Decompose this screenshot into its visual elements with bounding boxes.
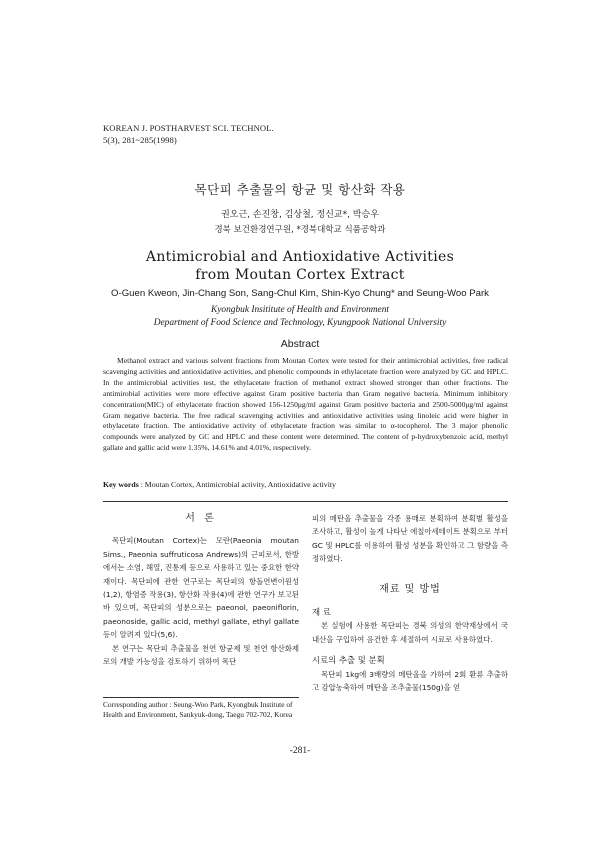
affiliation-2: Department of Food Science and Technology, Kyungpook National University: [153, 318, 447, 328]
corresponding-author-footnote: Corresponding author : Seung-Woo Park, Kyongbuk Institute of Health and Environment, Sankyuk-dong, Taegu 702-702, Korea: [103, 700, 293, 719]
korean-title: 목단피 추출물의 항균 및 항산화 작용: [194, 182, 406, 197]
abstract-body: Methanol extract and various solvent fractions from Moutan Cortex were tested for their antimicrobial activities, free radical scavenging activities and antioxidative activities, and phenolic compounds in ethylacetate fraction were analyzed by GC and HPLC. In the antimicrobial activities test, the ethylacetate fraction of methanol extract showed stronger than other fractions. The antimirobial activities were more effective against Gram positive bacteria than Gram negative bacteria. Minimum inhibitory concentration(MIC) of ethylacetate fraction showed 156-1250μg/ml against Gram positive bacteria and 2500-5000μg/ml against Gram negative bacteria. The free radical scavenging activities and antioxidative activities using linoleic acid were higher in ethylacetate fraction. The antioxidative activity of ethylacetate fraction was similar to α-tocopherol. The 3 major phenolic compounds were analyzed by GC and HPLC and these content were determined. The content of p-hydroxybenzoic acid, methyl gallate and gallic acid were 1.35%, 14.61% and 4.01%, respectively.: [103, 356, 508, 453]
keywords-list: : Moutan Cortex, Antimicrobial activity, Antioxidative activity: [140, 480, 336, 489]
right-column: [312, 512, 508, 694]
journal-volume: 5(3), 281~285(1998): [103, 135, 177, 145]
divider: [103, 501, 508, 502]
intro-paragraph-2: 본 연구는 목단피 추출물을 천연 항균제 및 천연 항산화제로의 개발 가능성을 검토하기 위하여 목단: [103, 643, 299, 667]
intro-paragraph-continued: 피의 메탄올 추출물을 각종 용매로 분획하여 분획별 활성을 조사하고, 활성이 높게 나타난 에칠아세테이트 분획으로 부터 GC 및 HPLC를 이용하여 활성 성분을 확인하고 그 함량을 측정하였다.: [312, 514, 508, 564]
keywords-label: Key words: [103, 480, 139, 489]
footnote-divider: [103, 697, 299, 698]
methods-heading: 재료 및 방법: [379, 583, 441, 595]
english-title-line2: from Moutan Cortex Extract: [195, 267, 405, 283]
materials-paragraph: 본 실험에 사용한 목단피는 경북 의성의 한약재상에서 국내산을 구입하여 음건한 후 세절하여 시료로 사용하였다.: [312, 621, 508, 644]
journal-name: KOREAN J. POSTHARVEST SCI. TECHNOL.: [103, 123, 274, 133]
intro-paragraph-1: 목단피(Moutan Cortex)는 모란(Paeonia moutan Sims., Paeonia suffruticosa Andrews)의 근피로서, 한방에서는 소염, 해열, 진통제 등으로 사용하고 있는 중요한 한약재이다. 목단피에 관한 연구로는 목단피의 항돌연변이원성(1,2), 항염증 작용(3), 항산화 작용(4)에 관한 연구가 보고된 바 있으며, 목단피의 성분으로는 paeonol, paeoniflorin, paeonoside, gallic acid, methyl gallate, ethyl gallate등이 알려져 있다(5,6).: [103, 536, 299, 640]
page-number: -281-: [289, 746, 311, 756]
journal-citation: [103, 122, 274, 146]
introduction-heading: 서 론: [185, 513, 217, 524]
extraction-subheading: 시료의 추출 및 분획: [312, 655, 385, 666]
extraction-paragraph: 목단피 1kg에 3배량의 메탄올을 가하여 2회 환류 추출하고 감압농축하여 메탄올 조추출물(150g)을 얻: [312, 669, 508, 693]
english-affiliation: [0, 304, 600, 330]
abstract-heading: Abstract: [280, 338, 320, 350]
english-title-line1: Antimicrobial and Antioxidative Activities: [145, 249, 455, 265]
korean-authors: 권오근, 손진창, 김상철, 정신교*, 박승우: [221, 210, 379, 220]
affiliation-1: Kyongbuk Insititute of Health and Environment: [210, 305, 389, 315]
english-title: [0, 248, 600, 284]
keywords: [103, 480, 508, 489]
korean-affiliation: 경북 보건환경연구원, *경북대학교 식품공학과: [214, 225, 386, 235]
materials-subheading: 재 료: [312, 607, 331, 618]
left-column: [103, 512, 299, 668]
english-authors: O-Guen Kweon, Jin-Chang Son, Sang-Chul Kim, Shin-Kyo Chung* and Seung-Woo Park: [111, 288, 489, 299]
